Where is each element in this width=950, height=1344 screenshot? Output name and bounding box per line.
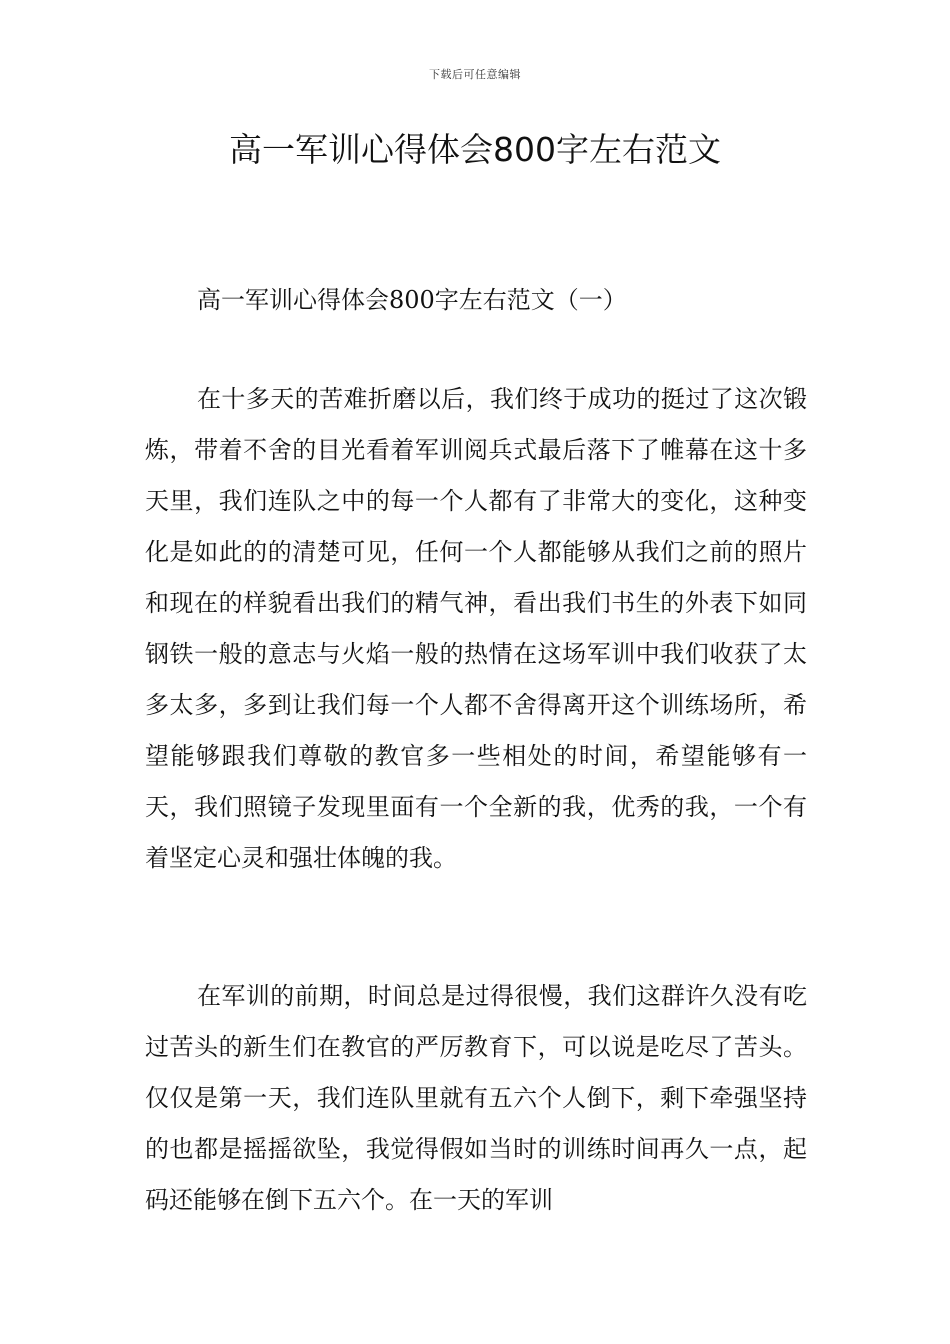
document-title: 高一军训心得体会800字左右范文 (229, 130, 721, 169)
body-paragraph-2: 在军训的前期，时间总是过得很慢，我们这群许久没有吃过苦头的新生们在教官的严厉教育下，可以说是吃尽了苦头。仅仅是第一天，我们连队里就有五六个人倒下，剩下牵强坚持的也都是摇摇欲坠，我觉得假如当时的训练时间再久一点，起码还能够在倒下五六个。在一天的军训 (145, 982, 807, 1214)
header-note: 下载后可任意编辑 (429, 68, 521, 81)
section-heading: 高一军训心得体会800字左右范文（一） (197, 286, 627, 314)
body-paragraph-1: 在十多天的苦难折磨以后，我们终于成功的挺过了这次锻炼，带着不舍的目光看着军训阅兵式最后落下了帷幕在这十多天里，我们连队之中的每一个人都有了非常大的变化，这种变化是如此的的清楚可见，任何一个人都能够从我们之前的照片和现在的样貌看出我们的精气神，看出我们书生的外表下如同钢铁一般的意志与火焰一般的热情在这场军训中我们收获了太多太多，多到让我们每一个人都不舍得离开这个训练场所，希望能够跟我们尊敬的教官多一些相处的时间，希望能够有一天，我们照镜子发现里面有一个全新的我，优秀的我，一个有着坚定心灵和强壮体魄的我。 (145, 385, 807, 872)
